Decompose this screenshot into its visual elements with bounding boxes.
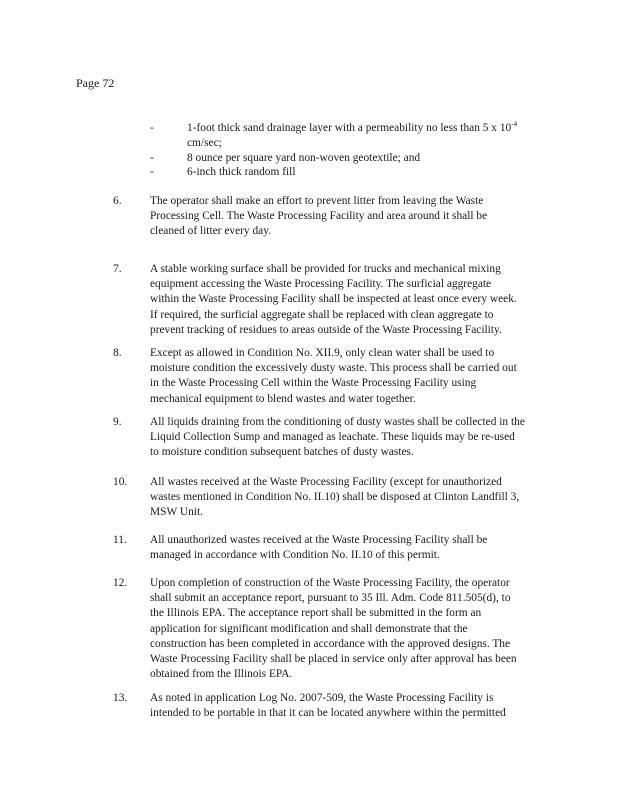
bullet-item-geotextile [150,151,550,166]
condition-line: Processing Cell. The Waste Processing Facility and area around it shall be [150,210,488,223]
condition-number: 11. [113,534,127,546]
condition-line: managed in accordance with Condition No. II.10 of this permit. [150,549,440,562]
condition-number: 12. [113,577,128,589]
condition-8 [113,346,553,407]
condition-9 [113,415,553,461]
bullet-dash: - [150,166,154,179]
condition-line: A stable working surface shall be provided for trucks and mechanical mixing [150,263,501,275]
bullet-dash: - [150,151,154,164]
condition-number: 9. [113,416,122,428]
page-number: Page 72 [76,76,115,90]
condition-number: 13. [113,692,128,704]
condition-line: Except as allowed in Condition No. XII.9, only clean water shall be used to [150,347,495,359]
condition-line: within the Waste Processing Facility shall be inspected at least once every week. [150,293,517,306]
condition-10 [113,475,553,521]
condition-line: shall submit an acceptance report, pursuant to 35 Ill. Adm. Code 811.505(d), to [150,592,511,605]
condition-number: 10. [113,476,128,488]
exponent: -4 [511,120,518,128]
condition-line: construction has been completed in accordance with the approved designs. The [150,637,511,650]
bullet-item-drainage-layer [150,121,550,151]
bullet-line: 6-inch thick random fill [187,166,296,179]
condition-line: to moisture condition subsequent batches of dusty wastes. [150,446,414,459]
bullet-item-random-fill [150,165,550,180]
condition-line: in the Waste Processing Cell within the Waste Processing Facility using [150,377,477,390]
condition-line: All liquids draining from the conditioning of dusty wastes shall be collected in the [150,416,525,428]
condition-12 [113,576,553,682]
condition-line: MSW Unit. [150,506,203,519]
condition-line: If required, the surficial aggregate shall be replaced with clean aggregate to [150,308,494,321]
condition-line: cleaned of litter every day. [150,225,272,238]
condition-7 [113,262,553,338]
condition-line: intended to be portable in that it can be located anywhere within the permitted [150,707,506,720]
condition-line: wastes mentioned in Condition No. II.10) shall be disposed at Clinton Landfill 3, [150,491,520,504]
condition-line: equipment accessing the Waste Processing Facility. The surficial aggregate [150,278,492,291]
bullet-line: 8 ounce per square yard non-woven geotextile; and [187,151,421,164]
bullet-line: cm/sec; [187,136,222,149]
bullet-dash: - [150,122,154,134]
bullet-line: 1-foot thick sand drainage layer with a permeability no less than 5 x $10^{-4}$ [187,120,518,134]
condition-line: All unauthorized wastes received at the Waste Processing Facility shall be [150,534,488,546]
condition-number: 8. [113,347,122,359]
condition-11 [113,533,553,563]
condition-6 [113,194,553,240]
condition-line: Waste Processing Facility shall be placed in service only after approval has been [150,653,517,666]
condition-number: 7. [113,263,122,275]
condition-13 [113,691,553,721]
condition-line: the Illinois EPA. The acceptance report shall be submitted in the form an [150,607,482,620]
condition-number: 6. [113,195,122,207]
condition-line: Upon completion of construction of the Waste Processing Facility, the operator [150,577,510,589]
condition-line: mechanical equipment to blend wastes and water together. [150,392,416,405]
condition-line: obtained from the Illinois EPA. [150,668,293,681]
condition-line: All wastes received at the Waste Processing Facility (except for unauthorized [150,476,502,488]
condition-line: application for significant modification and shall demonstrate that the [150,622,468,635]
condition-line: prevent tracking of residues to areas outside of the Waste Processing Facility. [150,323,502,336]
condition-line: The operator shall make an effort to prevent litter from leaving the Waste [150,195,484,207]
condition-line: Liquid Collection Sump and managed as leachate. These liquids may be re-used [150,431,515,444]
bullet-list [150,121,550,180]
condition-line: moisture condition the excessively dusty waste. This process shall be carried out [150,362,517,375]
condition-line: As noted in application Log No. 2007-509, the Waste Processing Facility is [150,692,494,704]
